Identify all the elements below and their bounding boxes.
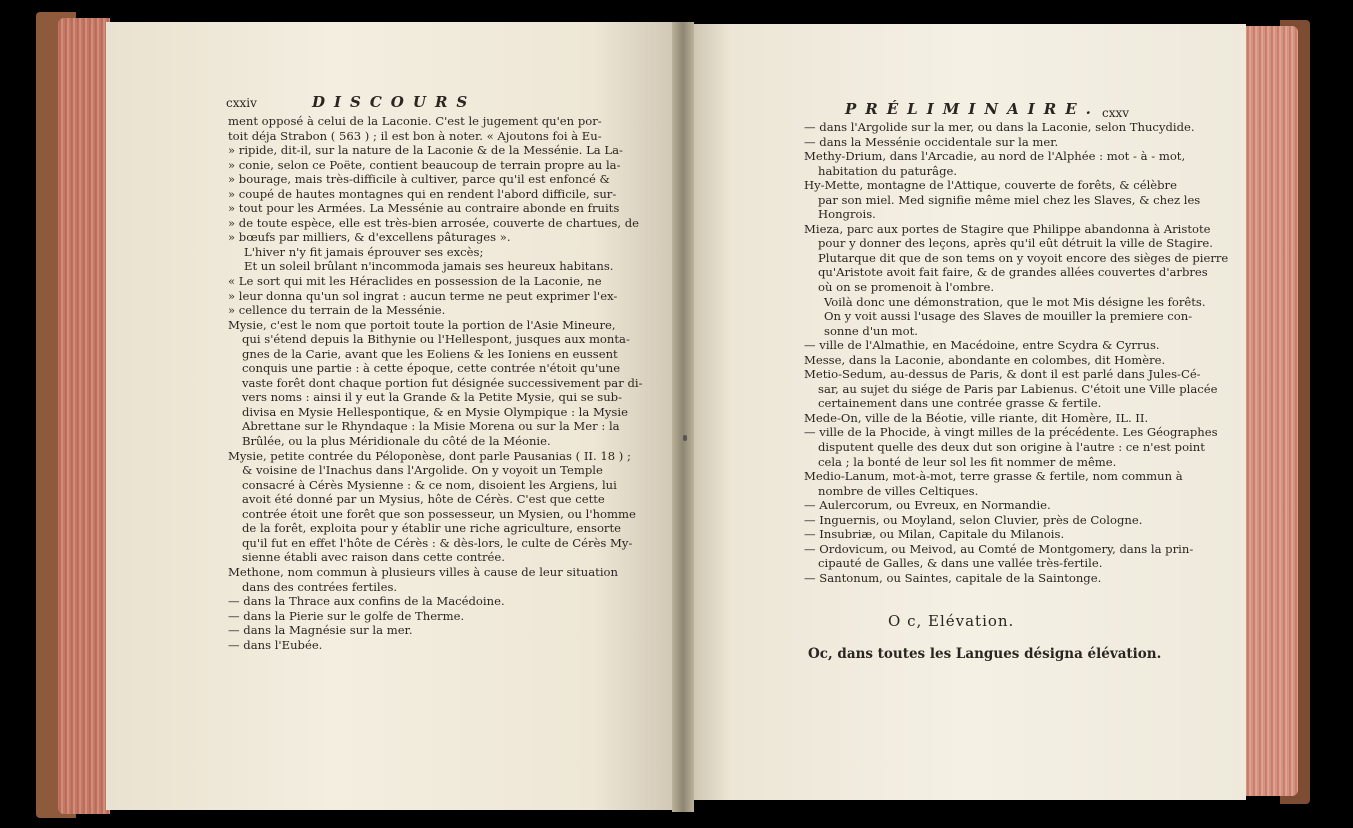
text-line: conquis une partie : à cette époque, cette contrée n'étoit qu'une bbox=[242, 361, 621, 376]
right-page-text bbox=[804, 120, 1229, 586]
text-line: qu'il fut en effet l'hôte de Cérès : & dès-lors, le culte de Cérès My- bbox=[242, 535, 633, 550]
left-page-number: cxxiv bbox=[226, 96, 257, 110]
text-line: — Aulercorum, ou Evreux, en Normandie. bbox=[804, 498, 1051, 513]
text-line: « Le sort qui mit les Héraclides en possession de la Laconie, ne bbox=[228, 274, 602, 289]
text-line: » bourage, mais très-difficile à cultiver, parce qu'il est enfoncé & bbox=[228, 172, 610, 187]
text-line: — dans la Magnésie sur la mer. bbox=[228, 623, 413, 638]
text-line: » tout pour les Armées. La Messénie au contraire abonde en fruits bbox=[228, 201, 620, 216]
text-line: Abrettane sur le Rhyndaque : la Misie Morena ou sur la Mer : la bbox=[242, 419, 620, 434]
text-line: sienne établi avec raison dans cette contrée. bbox=[242, 550, 505, 565]
text-line: qu'Aristote avoit fait faire, & de grandes allées couvertes d'arbres bbox=[818, 265, 1208, 280]
text-line: — Santonum, ou Saintes, capitale de la Saintonge. bbox=[804, 570, 1102, 585]
text-line: Plutarque dit que de son tems on y voyoit encore des sièges de pierre bbox=[818, 250, 1229, 265]
text-line: » cellence du terrain de la Messénie. bbox=[228, 303, 446, 318]
left-running-head: DISCOURS bbox=[312, 93, 477, 111]
text-line: — ville de l'Almathie, en Macédoine, entre Scydra & Cyrrus. bbox=[804, 338, 1160, 353]
text-line: Brûlée, ou la plus Méridionale du côté de la Méonie. bbox=[242, 434, 551, 449]
text-line: contrée étoit une forêt que son possesseur, un Mysien, ou l'homme bbox=[242, 506, 636, 521]
text-line: » leur donna qu'un sol ingrat : aucun terme ne peut exprimer l'ex- bbox=[228, 288, 618, 303]
text-line: ment opposé à celui de la Laconie. C'est le jugement qu'en por- bbox=[228, 114, 602, 128]
text-line: Mysie, c'est le nom que portoit toute la portion de l'Asie Mineure, bbox=[228, 317, 616, 332]
text-line: » ripide, dit-il, sur la nature de la Laconie & de la Messénie. La La- bbox=[228, 143, 623, 158]
text-line: pour y donner des leçons, après qu'il eût détruit la ville de Stagire. bbox=[818, 236, 1213, 251]
text-line: Medio-Lanum, mot-à-mot, terre grasse & fertile, nom commun à bbox=[804, 469, 1183, 484]
text-line: Metio-Sedum, au-dessus de Paris, & dont il est parlé dans Jules-Cé- bbox=[804, 367, 1201, 382]
text-line: divisa en Mysie Hellespontique, & en Mysie Olympique : la Mysie bbox=[242, 404, 628, 419]
text-line: Messe, dans la Laconie, abondante en colombes, dit Homère. bbox=[804, 352, 1166, 367]
text-line: » conie, selon ce Poëte, contient beaucoup de terrain propre au la- bbox=[228, 157, 621, 172]
text-line: consacré à Cérès Mysienne : & ce nom, disoient les Argiens, lui bbox=[242, 477, 617, 492]
text-line: Voilà donc une démonstration, que le mot Mis désigne les forêts. bbox=[824, 294, 1206, 309]
text-line: Methy-Drium, dans l'Arcadie, au nord de l'Alphée : mot - à - mot, bbox=[804, 149, 1186, 164]
right-page-number: cxxv bbox=[1102, 106, 1130, 120]
text-line: L'hiver n'y fit jamais éprouver ses excès; bbox=[244, 244, 484, 259]
text-line: certainement dans une contrée grasse & fertile. bbox=[818, 396, 1102, 411]
section-heading: O c, Elévation. bbox=[888, 612, 1015, 630]
text-line: vers noms : ainsi il y eut la Grande & la Petite Mysie, qui se sub- bbox=[242, 390, 623, 405]
text-line: habitation du paturâge. bbox=[818, 163, 958, 178]
text-line: » de toute espèce, elle est très-bien arrosée, couverte de chartues, de bbox=[228, 215, 640, 230]
text-line: par son miel. Med signifie même miel chez les Slaves, & chez les bbox=[818, 192, 1201, 207]
text-line: » coupé de hautes montagnes qui en rendent l'abord difficile, sur- bbox=[228, 186, 617, 201]
text-line: toit déja Strabon ( 563 ) ; il est bon à noter. « Ajoutons foi à Eu- bbox=[228, 128, 602, 143]
page-edges-left bbox=[58, 18, 110, 814]
text-line: & voisine de l'Inachus dans l'Argolide. On y voyoit un Temple bbox=[242, 463, 603, 478]
page-edges-right bbox=[1240, 26, 1298, 796]
text-line: Hongrois. bbox=[818, 207, 876, 222]
text-line: — dans l'Argolide sur la mer, ou dans la Laconie, selon Thucydide. bbox=[804, 120, 1195, 134]
text-line: — dans la Pierie sur le golfe de Therme. bbox=[228, 608, 465, 623]
text-line: Methone, nom commun à plusieurs villes à cause de leur situation bbox=[228, 564, 618, 579]
text-line: sar, au sujet du siége de Paris par Labienus. C'étoit une Ville placée bbox=[818, 381, 1218, 396]
text-line: On y voit aussi l'usage des Slaves de mouiller la premiere con- bbox=[824, 309, 1193, 324]
text-line: — Inguernis, ou Moyland, selon Cluvier, près de Cologne. bbox=[804, 512, 1143, 527]
text-line: Hy-Mette, montagne de l'Attique, couverte de forêts, & célèbre bbox=[804, 178, 1177, 193]
text-line: Mieza, parc aux portes de Stagire que Philippe abandonna à Aristote bbox=[804, 221, 1211, 236]
left-page-text bbox=[228, 114, 650, 652]
text-line: Mysie, petite contrée du Péloponèse, dont parle Pausanias ( II. 18 ) ; bbox=[228, 448, 631, 463]
right-running-head: PRÉLIMINAIRE. bbox=[845, 100, 1100, 118]
text-line: nombre de villes Celtiques. bbox=[818, 483, 979, 498]
text-line: gnes de la Carie, avant que les Eoliens & les Ioniens en eussent bbox=[242, 346, 618, 361]
text-line: vaste forêt dont chaque portion fut désignée successivement par di- bbox=[242, 375, 643, 390]
text-line: Mede-On, ville de la Béotie, ville riante, dit Homère, IL. II. bbox=[804, 410, 1149, 425]
text-line: — ville de la Phocide, à vingt milles de la précédente. Les Géographes bbox=[804, 425, 1218, 440]
text-line: dans des contrées fertiles. bbox=[242, 579, 398, 594]
text-line: — dans la Messénie occidentale sur la mer. bbox=[804, 134, 1059, 149]
text-line: où on se promenoit à l'ombre. bbox=[818, 280, 995, 295]
text-line: de la forêt, exploita pour y établir une riche agriculture, ensorte bbox=[242, 521, 621, 536]
text-line: qui s'étend depuis la Bithynie ou l'Hellespont, jusques aux monta- bbox=[242, 332, 630, 347]
bookmark-dot bbox=[683, 435, 687, 441]
book-gutter bbox=[672, 22, 694, 812]
text-line: disputent quelle des deux dut son origine à l'autre : ce n'est point bbox=[818, 440, 1205, 455]
text-line: — Ordovicum, ou Meivod, au Comté de Montgomery, dans la prin- bbox=[804, 541, 1194, 556]
text-line: cela ; la bonté de leur sol les fit nommer de même. bbox=[818, 454, 1117, 469]
text-line: cipauté de Galles, & dans une vallée très-fertile. bbox=[818, 556, 1103, 571]
text-line: — dans l'Eubée. bbox=[228, 637, 323, 652]
text-line: — Insubriæ, ou Milan, Capitale du Milanois. bbox=[804, 527, 1065, 542]
text-line: — dans la Thrace aux confins de la Macédoine. bbox=[228, 594, 505, 609]
text-line: sonne d'un mot. bbox=[824, 323, 918, 338]
closing-line: Oc, dans toutes les Langues désigna élévation. bbox=[808, 646, 1162, 662]
text-line: Et un soleil brûlant n'incommoda jamais ses heureux habitans. bbox=[244, 259, 614, 274]
text-line: avoit été donné par un Mysius, hôte de Cérès. C'est que cette bbox=[242, 492, 605, 507]
text-line: » bœufs par milliers, & d'excellens pâturages ». bbox=[228, 230, 511, 245]
